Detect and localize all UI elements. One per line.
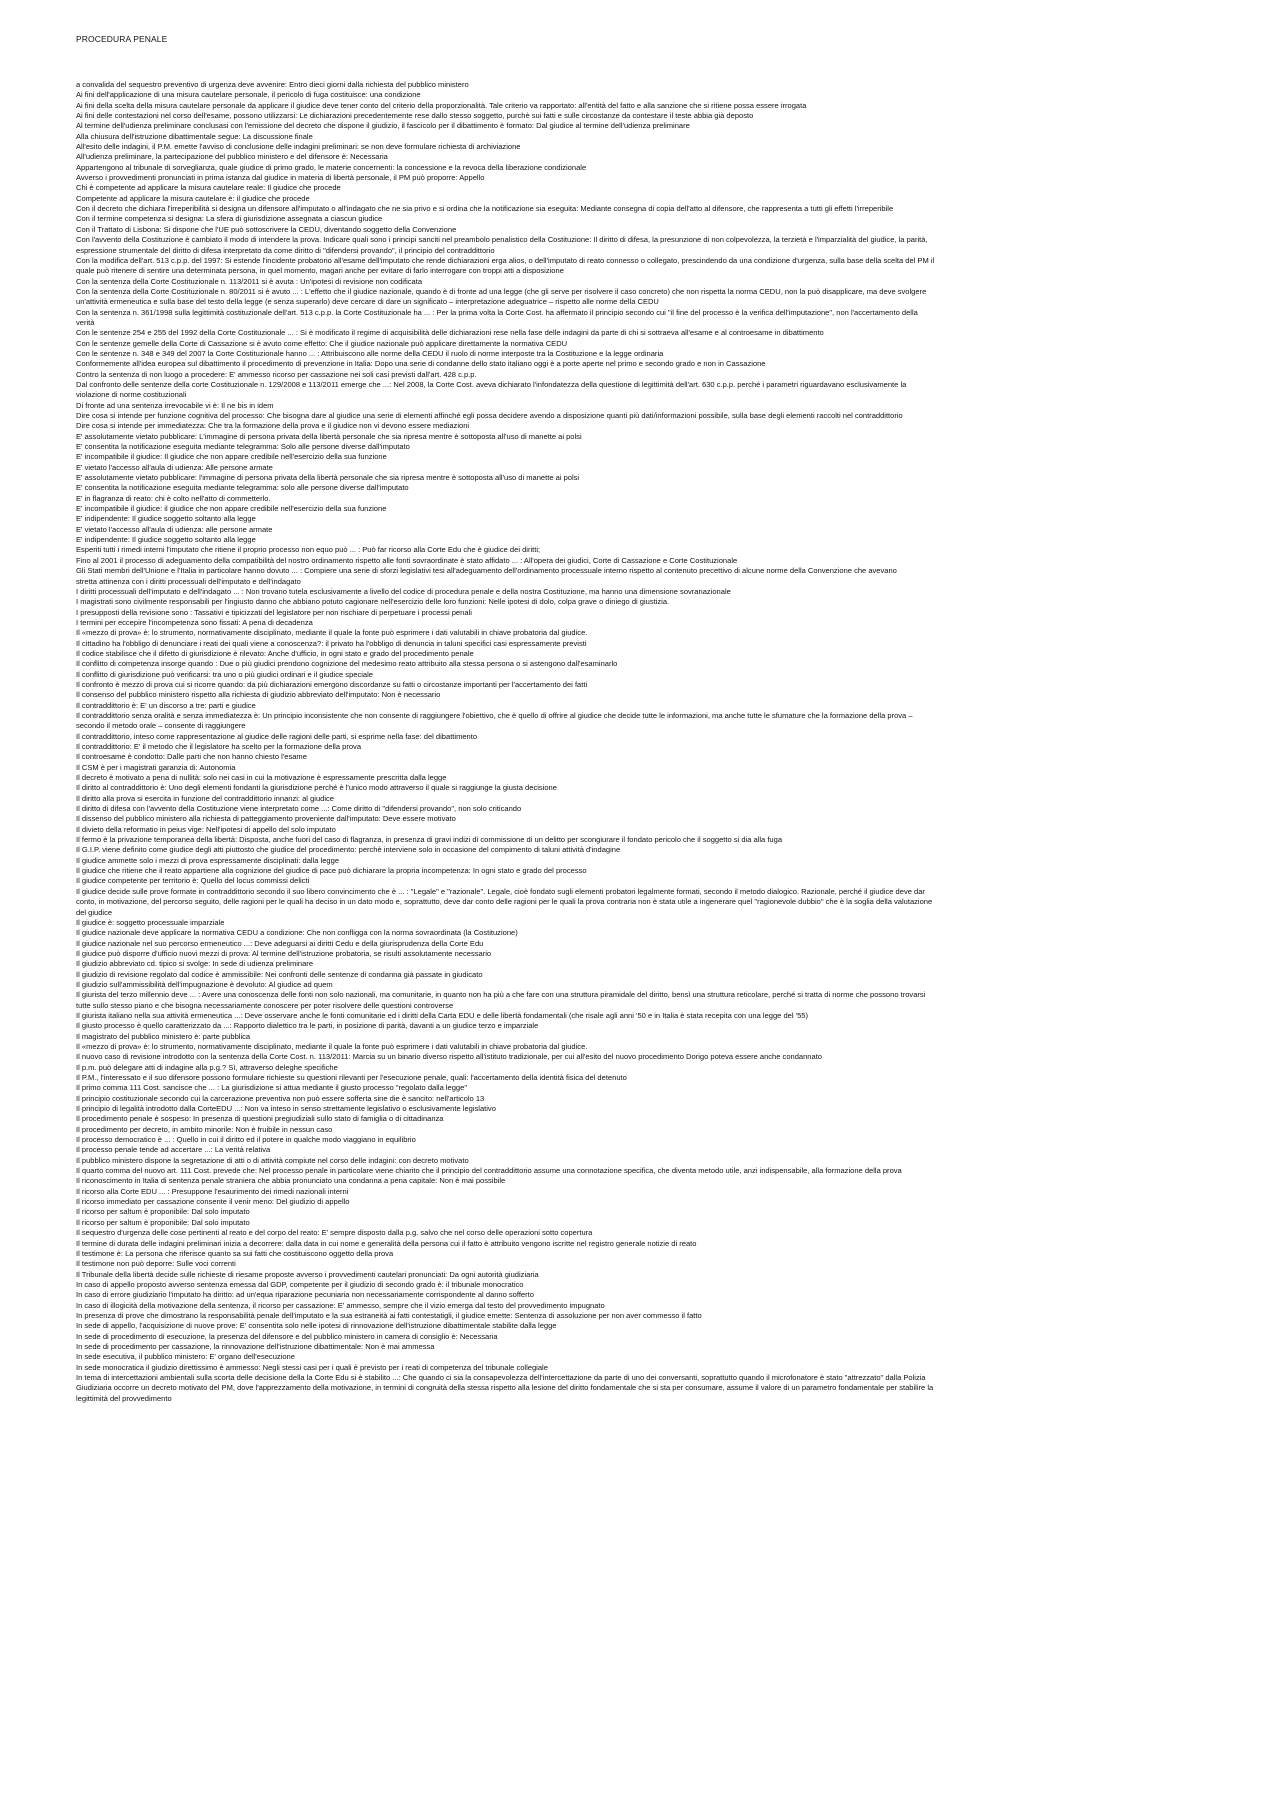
text-line: In sede esecutiva, il pubblico ministero: E' organo dell'esecuzione (76, 1352, 295, 1362)
text-line: Il dissenso del pubblico ministero alla richiesta di patteggiamento proveniente dall'imputato: Deve essere motivato (76, 814, 456, 824)
text-line: Con il decreto che dichiara l'irreperibilità si designa un difensore all'imputato o all'indagato che ne sia privo e si ordina che la notificazione sia eseguita: Mediante consegna di copia dell'atto al difensore, che rappresenta a tutti gli effetti l'irreperibile (76, 204, 894, 214)
text-line: secondo il metodo orale – consente di raggiungere (76, 721, 246, 731)
text-line: Il processo democratico è ... : Quello in cui il diritto ed il potere in qualche modo viaggiano in equilibrio (76, 1135, 416, 1145)
text-line: Con il termine competenza si designa: La sfera di giurisdizione assegnata a ciascun giudice (76, 214, 383, 224)
text-line: E' vietato l'accesso all'aula di udienza: alle persone armate (76, 524, 273, 534)
text-line: Ai fini della scelta della misura cautelare personale da applicare il giudice deve tener conto del criterio della proporzionalità. Tale criterio va rapportato: all'entità del fatto e alla sanzione che si ritiene possa essere irrogata (76, 100, 807, 110)
text-line: E' in flagranza di reato: chi è colto nell'atto di commetterlo. (76, 493, 271, 503)
text-line: In caso di appello proposto avverso sentenza emessa dal GDP, competente per il giudizio di secondo grado è: il tribunale monocratico (76, 1279, 524, 1289)
text-line: All'udienza preliminare, la partecipazione del pubblico ministero e del difensore è: Necessaria (76, 152, 388, 162)
text-line: Il giudizio sull'ammissibilità dell'impugnazione è devoluto: Al giudice ad quem (76, 979, 333, 989)
text-line: Il ricorso alla Corte EDU ... : Presuppone l'esaurimento dei rimedi nazionali interni (76, 1186, 349, 1196)
text-line: Il P.M., l'interessato e il suo difensore possono formulare richieste su questioni rilevanti per l'esecuzione penale, quali: l'accertamento della identità fisica del detenuto (76, 1073, 627, 1082)
text-line: Il fermo è la privazione temporanea della libertà: Disposta, anche fuori del caso di flagranza, in presenza di gravi indizi di commissione di un delitto per scongiurare il fondato pericolo che il soggetto si dia alla fuga (76, 835, 783, 845)
text-line: a convalida del sequestro preventivo di urgenza deve avvenire: Entro dieci giorni dalla richiesta del pubblico ministero (76, 80, 469, 89)
text-line: Il «mezzo di prova» è: lo strumento, normativamente disciplinato, mediante il quale la fonte può esprimere i dati valutabili in chiave probatoria dal giudice. (76, 628, 588, 638)
text-line: In sede di procedimento per cassazione, la rinnovazione dell'istruzione dibattimentale: Non è mai ammessa (76, 1341, 435, 1351)
text-line: I presupposti della revisione sono : Tassativi e tipicizzati del legislatore per non rischiare di perpetuare i processi penali (76, 607, 472, 617)
text-line: Il G.I.P. viene definito come giudice degli atti piuttosto che giudice del procedimento: perchè interviene solo in occasione del compimento di taluni attività d'indagine (76, 845, 621, 855)
text-line: Chi è competente ad applicare la misura cautelare reale: Il giudice che procede (76, 183, 341, 193)
text-line: Il conflitto di giurisdizione può verificarsi: tra uno o più giudici ordinari e il giudice speciale (76, 669, 374, 679)
text-line: In sede di appello, l'acquisizione di nuove prove: E' consentita solo nelle ipotesi di rinnovazione dell'istruzione dibattimentale stabilite dalla legge (76, 1321, 557, 1331)
text-line: Al termine dell'udienza preliminare conclusasi con l'emissione del decreto che dispone il giudizio, il fascicolo per il dibattimento è formato: Dal giudice al termine dell'udienza preliminare (76, 121, 690, 131)
text-line: In caso di errore giudiziario l'imputato ha diritto: ad un'equa riparazione pecuniaria non necessariamente corrispondente al danno sofferto (76, 1290, 534, 1300)
text-line: Con le sentenze gemelle della Corte di Cassazione si è avuto come effetto: Che il giudice nazionale può applicare direttamente la normativa CEDU (76, 338, 568, 348)
text-line: violazione di norme costituzionali (76, 390, 187, 400)
text-line: I magistrati sono civilmente responsabili per l'ingiusto danno che abbiano potuto cagionare nell'esercizio delle loro funzioni: Nelle ipotesi di dolo, colpa grave o diniego di giustizia. (76, 597, 670, 607)
text-line: Ai fini dell'applicazione di una misura cautelare personale, il pericolo di fuga costituisce: una condizione (76, 90, 421, 100)
text-line: Dal confronto delle sentenze della corte Costituzionale n. 129/2008 e 113/2011 emerge che ...: Nel 2008, la Corte Cost. aveva dichiarato l'infondatezza della questione di legittimità dell'art. 630 c.p.p. perché i parametri riguardavano esclusivamente la (76, 379, 907, 389)
text-line: Il conflitto di competenza insorge quando : Due o più giudici prendono cognizione del medesimo reato attribuito alla stessa persona o si astengono dall'esaminarlo (76, 659, 618, 669)
text-line: E' incompatibile il giudice: Il giudice che non appare credibile nell'esercizio della sua funzione (76, 452, 387, 462)
text-line: stretta attinenza con i diritti processuali dell'imputato e dell'indagato (76, 576, 301, 586)
text-line: Il giudice nazionale nel suo percorso ermeneutico ...: Deve adeguarsi ai diritti Cedu e della giurisprudenza della Corte Edu (76, 938, 484, 948)
text-line: Il principio di legalità introdotto dalla CorteEDU ...: Non va inteso in senso strettamente legislativo o esclusivamente legislativo (76, 1104, 496, 1114)
text-line: espressione strumentale del diritto di difesa interpretato da come diritto di "difendersi provando", il principio del contraddittorio (76, 245, 495, 255)
text-line: Il quarto comma del nuovo art. 111 Cost. prevede che: Nel processo penale in particolare viene chiarito che il principio del contraddittorio assume una connotazione specifica, che diventa metodo utile, anzi indispensabile, alla formazione della prova (76, 1166, 902, 1176)
text-line: In sede monocratica il giudizio direttissimo è ammesso: Negli stessi casi per i quali è previsto per i reati di competenza del tribunale collegiale (76, 1362, 548, 1372)
text-line: Alla chiusura dell'istruzione dibattimentale segue: La discussione finale (76, 131, 313, 141)
text-line: Il giudice competente per territorio è: Quello del locus commissi delicti (76, 876, 310, 886)
text-line: Il magistrato del pubblico ministero è: parte pubblica (76, 1031, 251, 1041)
text-line: Con la sentenza n. 361/1998 sulla legittimità costituzionale dell'art. 513 c.p.p. la Corte Costituzionale ha ... : Per la prima volta la Corte Cost. ha affermato il principio secondo cui "il fine del processo è la verifica dell'imputazione", non l'accertamento della (76, 307, 918, 317)
text-line: Di fronte ad una sentenza irrevocabile vi è: Il ne bis in idem (76, 400, 274, 410)
text-line: Il CSM è per i magistrati garanzia di: Autonomia (76, 762, 236, 772)
text-line: Con le sentenze 254 e 255 del 1992 della Corte Costituzionale ... : Si è modificato il regime di acquisibilità delle dichiarazioni rese nella fase delle indagini da parte di chi si sottraeva all'esame e al controesame in dibattimento (76, 328, 824, 338)
text-line: Il procedimento penale è sospeso: In presenza di questioni pregiudiziali sullo stato di famiglia o di cittadinanza (76, 1114, 444, 1124)
text-line: In presenza di prove che dimostrano la responsabilità penale dell'imputato e la sua estraneità ai fatti contestatigli, il giudice emette: Sentenza di assoluzione per non aver commesso il fatto (76, 1310, 702, 1320)
text-line: Il confronto è mezzo di prova cui si ricorre quando: da più dichiarazioni emergono discordanze su fatti o circostanze importanti per l'accertamento dei fatti (76, 679, 588, 689)
text-line: Il controesame è condotto: Dalle parti che non hanno chiesto l'esame (76, 752, 307, 762)
text-line: Esperiti tutti i rimedi interni l'imputato che ritiene il proprio processo non equo può ... : Può far ricorso alla Corte Edu che è giudice dei diritti; (76, 545, 541, 555)
text-line: Il giudice decide sulle prove formate in contraddittorio secondo il suo libero convincimento che è ... : "Legale" e "razionale". Legale, cioè fondato sugli elementi probatori legalmente formati, secondo il metodo dialogico. Razionale, perché il giudice deve dar (76, 886, 925, 896)
text-line: Con il Trattato di Lisbona: Si dispone che l'UE può sottoscrivere la CEDU, diventando soggetto della Convenzione (76, 224, 457, 234)
text-line: Il giurista italiano nella sua attività ermeneutica ...: Deve osservare anche le fonti comunitarie ed i diritti della Carta EDU e delle libertà fondamentali (che risale agli anni '50 e in Italia è stata recepita con una legge del '55) (76, 1010, 808, 1020)
text-line: Il giurista del terzo millennio deve ... : Avere una conoscenza delle fonti non solo nazionali, ma comunitarie, in quanto non ha più a che fare con una struttura piramidale del diritto, bensì una struttura reticolare, perché si tratta di norme che possono trovarsi (76, 990, 926, 1000)
text-line: Giudiziaria occorre un decreto motivato del PM, dove l'apprezzamento della motivazione, in termini di congruità della stessa rispetto alla lesione del diritto fondamentale che si sta per consumare, assume il valore di un parametro fondamentale per stabilire la (76, 1383, 934, 1393)
text-line: Il cittadino ha l'obbligo di denunciare i reati dei quali viene a conoscenza?: il privato ha l'obbligo di denuncia in taluni specifici casi espressamente previsti (76, 638, 587, 648)
text-line: Il giusto processo è quello caratterizzato da ...: Rapporto dialettico tra le parti, in posizione di parità, davanti a un giudice terzo e imparziale (76, 1021, 539, 1031)
text-line: E' vietato l'accesso all'aula di udienza: Alle persone armate (76, 462, 273, 472)
text-line: Il giudizio abbreviato cd. tipico si svolge: In sede di udienza preliminare (76, 959, 314, 969)
text-line: tutte sullo stesso piano e che bisogna necessariamente conoscere per poter risolvere delle questioni controverse (76, 1000, 454, 1010)
text-line: Il giudice nazionale deve applicare la normativa CEDU a condizione: Che non confligga con la norma sovraordinata (la Costituzione) (76, 928, 518, 938)
text-line: E' assolutamente vietato pubblicare: L'immagine di persona privata della libertà personale che sia ripresa mentre è sottoposta all'uso di manette ai polsi (76, 431, 582, 441)
text-line: E' consentita la notificazione eseguita mediante telegramma: solo alle persone diverse dall'imputato (76, 483, 409, 493)
text-line: Il ricorso per saltum è proponibile: Dal solo imputato (76, 1207, 250, 1217)
document-body (76, 80, 1204, 1404)
text-line: Competente ad applicare la misura cautelare è: il giudice che procede (76, 193, 310, 203)
text-line: legittimità del provvedimento (76, 1393, 172, 1403)
text-line: Il processo penale tende ad accertare ...: La verità relativa (76, 1145, 271, 1155)
text-line: Il primo comma 111 Cost. sancisce che ... : La giurisdizione si attua mediante il giusto processo "regolato dalla legge" (76, 1083, 468, 1093)
text-line: Il nuovo caso di revisione introdotto con la sentenza della Corte Cost. n. 113/2011: Marcia su un binario diverso rispetto all'istituto tradizionale, per cui all'esito del nuovo procedimento Dorigo poteva essere anche condannato (76, 1052, 822, 1062)
text-line: Il decreto è motivato a pena di nullità: solo nei casi in cui la motivazione è espressamente prescritta dalla legge (76, 773, 447, 783)
text-line: All'esito delle indagini, il P.M. emette l'avviso di conclusione delle indagini preliminari: se non deve formulare richiesta di archiviazione (76, 142, 521, 152)
text-line: E' indipendente: Il giudice soggetto soltanto alla legge (76, 514, 256, 524)
text-line: quale può ritenere di sentire una determinata persona, in quel momento, magari anche per evitare di farlo interrogare con troppi atti a disposizione (76, 266, 564, 276)
document-title: PROCEDURA PENALE (76, 34, 168, 44)
text-line: Il termine di durata delle indagini preliminari inizia a decorrere: dalla data in cui nome e generalità della persona cui il fatto è attribuito vengono iscritte nel registro generale notizie di reato (76, 1238, 697, 1248)
text-line: Gli Stati membri dell'Unione e l'Italia in particolare hanno dovuto ... : Compiere una serie di sforzi legislativi tesi all'adeguamento dell'ordinamento processuale interno rispetto al contenuto precettivo di alcune norme della Convenzione che avevano (76, 566, 897, 576)
text-line: Il giudice è: soggetto processuale imparziale (76, 917, 225, 927)
text-line: Con l'avvento della Costituzione è cambiato il modo di intendere la prova. Indicare quali sono i principi sanciti nel preambolo penalistico della Costituzione: Il diritto di difesa, la presunzione di non colpevolezza, la terzietà e l'imparzialità del giudice, la parità, (76, 235, 928, 245)
text-line: conto, in motivazione, del percorso seguito, delle ragioni per le quali ha deciso in un dato modo e, soprattutto, deve dar conto delle ragioni per le quali la prova contraria non è stata utile a ingenerare quel "ragionevole dubbio" che è la soglia della valutazione (76, 897, 933, 907)
text-line: Il giudice può disporre d'ufficio nuovi mezzi di prova: Al termine dell'istruzione probatoria, se risulti assolutamente necessario (76, 948, 492, 958)
text-line: Il divieto della reformatio in peius vige: Nell'ipotesi di appello del solo imputato (76, 824, 336, 834)
text-line: Il «mezzo di prova» è: lo strumento, normativamente disciplinato, mediante il quale la fonte può esprimere i dati valutabili in chiave probatoria dal giudice. (76, 1041, 588, 1051)
text-line: Avverso i provvedimenti pronunciati in prima istanza dal giudice in materia di libertà personale, il PM può proporre: Appello (76, 173, 485, 183)
text-line: Il ricorso immediato per cassazione consente il venir meno: Del giudizio di appello (76, 1197, 350, 1207)
text-line: Il Tribunale della libertà decide sulle richieste di riesame proposte avverso i provvedimenti cautelari pronunciati: Da ogni autorità giudiziaria (76, 1269, 539, 1279)
text-line: Con la sentenza della Corte Costituzionale n. 80/2011 si è avuto ... : L'effetto che il giudice nazionale, quando è di fronte ad una legge (che gli serve per risolvere il caso concreto) che non rispetta la norma CEDU, non la può disapplicare, ma deve svolgere (76, 286, 927, 296)
text-line: In caso di illogicità della motivazione della sentenza, il ricorso per cassazione: E' ammesso, sempre che il vizio emerga dal testo del provvedimento impugnato (76, 1300, 605, 1310)
text-line: Appartengono al tribunale di sorveglianza, quale giudice di primo grado, le materie concernenti: la concessione e la revoca della liberazione condizionale (76, 162, 587, 172)
text-line: Ai fini delle contestazioni nel corso dell'esame, possono utilizzarsi: Le dichiarazioni precedentemente rese dallo stesso soggetto, purchè sui fatti e sulle circostanze da contestare il teste abbia già deposto (76, 111, 754, 121)
text-line: Il diritto di difesa con l'avvento della Costituzione viene interpretato come ...: Come diritto di "difendersi provando", non solo criticando (76, 804, 522, 814)
text-line: Dire cosa si intende per funzione cognitiva del processo: Che bisogna dare al giudice una serie di elementi affinché egli possa decidere avendo a disposizione quanti più dati/informazioni possibile, sulla base degli elementi raccolti nel contraddittorio (76, 411, 903, 420)
text-line: Il consenso del pubblico ministero rispetto alla richiesta di giudizio abbreviato dell'imputato: Non è necessario (76, 690, 441, 700)
text-line: E' consentita la notificazione eseguita mediante telegramma: Solo alle persone diverse dall'imputato (76, 442, 410, 452)
text-line: Dire cosa si intende per immediatezza: Che tra la formazione della prova e il giudice non vi devono essere mediazioni (76, 421, 470, 431)
text-line: Il codice stabilisce che il difetto di giurisdizione è rilevato: Anche d'ufficio, in ogni stato e grado del procedimento penale (76, 648, 474, 658)
text-line: Il diritto alla prova si esercita in funzione del contraddittorio innanzi: al giudice (76, 793, 334, 803)
text-line: Il contraddittorio è: E' un discorso a tre: parti e giudice (76, 700, 256, 710)
text-line: Il sequestro d'urgenza delle cose pertinenti al reato e del corpo del reato: E' sempre disposto dalla p.g. salvo che nel corso delle operazioni sotto copertura (76, 1228, 593, 1238)
text-line: Il p.m. può delegare atti di indagine alla p.g.? Sì, attraverso deleghe specifiche (76, 1062, 338, 1072)
text-line: Il testimone non può deporre: Sulle voci correnti (76, 1259, 236, 1269)
text-line: Il giudice ammette solo i mezzi di prova espressamente disciplinati: dalla legge (76, 855, 340, 865)
text-line: E' indipendente: Il giudice soggetto soltanto alla legge (76, 535, 256, 545)
text-line: Il pubblico ministero dispone la segretazione di atti o di attività compiute nel corso delle indagini: con decreto motivato (76, 1155, 469, 1165)
text-line: Il procedimento per decreto, in ambito minorile: Non è fruibile in nessun caso (76, 1124, 333, 1134)
text-line: Il testimone è: La persona che riferisce quanto sa sui fatti che costituiscono oggetto della prova (76, 1248, 394, 1258)
text-line: Il giudizio di revisione regolato dal codice è ammissibile: Nei confronti delle sentenze di condanna già passate in giudicato (76, 969, 483, 979)
text-line: Contro la sentenza di non luogo a procedere: E' ammesso ricorso per cassazione nei soli casi previsti dall'art. 428 c.p.p. (76, 369, 477, 379)
text-line: E' assolutamente vietato pubblicare: l'immagine di persona privata della libertà personale che sia ripresa mentre è sottoposta all'uso di manette ai polsi (76, 473, 580, 483)
text-line: verità (76, 317, 95, 327)
text-line: Con la modifica dell'art. 513 c.p.p. del 1997: Si estende l'incidente probatorio all'esame dell'imputato che rende dichiarazioni erga alios, o dell'imputato di reato connesso o collegato, prescindendo da una condizione d'urgenza, sulla base della scelta del PM il (76, 255, 935, 265)
text-line: Il contraddittorio senza oralità e senza immediatezza è: Un principio inconsistente che non consente di raggiungere l'obiettivo, che è quello di offrire al giudice che decide tutte le informazioni, ma anche tutte le sfumature che la formazione della prova – (76, 710, 913, 720)
text-line: In sede di procedimento di esecuzione, la presenza del difensore e del pubblico ministero in camera di consiglio è: Necessaria (76, 1331, 498, 1341)
text-line: Con le sentenze n. 348 e 349 del 2007 la Corte Costituzionale hanno ... : Attribuiscono alle norme della CEDU il ruolo di norme interposte tra la Costituzione e la legge ordinaria (76, 348, 664, 358)
text-line: Con la sentenza della Corte Costituzionale n. 113/2011 si è avuta : Un'ipotesi di revisione non codificata (76, 276, 423, 286)
text-line: del giudice (76, 907, 113, 917)
text-line: Il principio costituzionale secondo cui la carcerazione preventiva non può essere sofferta sine die è sancito: nell'articolo 13 (76, 1093, 485, 1103)
text-line: Conformemente all'idea europea sul dibattimento il procedimento di prevenzione in Italia: Dopo una serie di condanne dello stato italiano oggi è a porte aperte nel primo e secondo grado e non in Cassazione (76, 359, 766, 369)
text-line: E' incompatibile il giudice: il giudice che non appare credibile nell'esercizio della sua funzione (76, 504, 387, 514)
text-line: Il riconoscimento in Italia di sentenza penale straniera che abbia pronunciato una condanna a pena capitale: Non è mai possibile (76, 1176, 506, 1186)
text-line: In tema di intercettazioni ambientali sulla scorta delle decisione della la Corte Edu si è stabilito ...: Che quando ci sia la consapevolezza dell'intercettazione da parte di uno dei conversanti, soprattutto quando il microfonatore è stato "attrezzato" dalla Polizia (76, 1372, 926, 1382)
text-line: Fino al 2001 il processo di adeguamento della compatibilità del nostro ordinamento rispetto alle fonti sovraordinate è stato affidato ... : All'opera dei giudici, Corte di Cassazione e Corte Costituzionale (76, 555, 738, 565)
text-line: Il contraddittorio: E' il metodo che il legislatore ha scelto per la formazione della prova (76, 742, 362, 751)
text-line: Il ricorso per saltum è proponibile: Dal solo imputato (76, 1217, 250, 1227)
text-line: I diritti processuali dell'imputato e dell'indagato ... : Non trovano tutela esclusivamente a livello del codice di procedura penale e della nostra Costituzione, ma hanno una dimensione sovranazionale (76, 586, 731, 596)
text-line: Il diritto al contraddittorio è: Uno degli elementi fondanti la giurisdizione perché è l'unico modo attraverso il quale si raggiunge la giusta decisione (76, 783, 557, 793)
text-line: Il contraddittorio, inteso come rappresentazione al giudice delle ragioni delle parti, si esprime nella fase: del dibattimento (76, 731, 478, 741)
text-line: Il giudice che ritiene che il reato appartiene alla cognizione del giudice di pace può dichiarare la propria incompetenza: In ogni stato e grado del processo (76, 866, 587, 876)
text-line: un'attività ermeneutica e sulla base del testo della legge (e senza superarlo) deve cercare di dare un significato – interpretazione adeguatrice – rispetto alle norme della CEDU (76, 297, 659, 307)
text-line: I termini per eccepire l'incompetenza sono fissati: A pena di decadenza (76, 617, 313, 627)
